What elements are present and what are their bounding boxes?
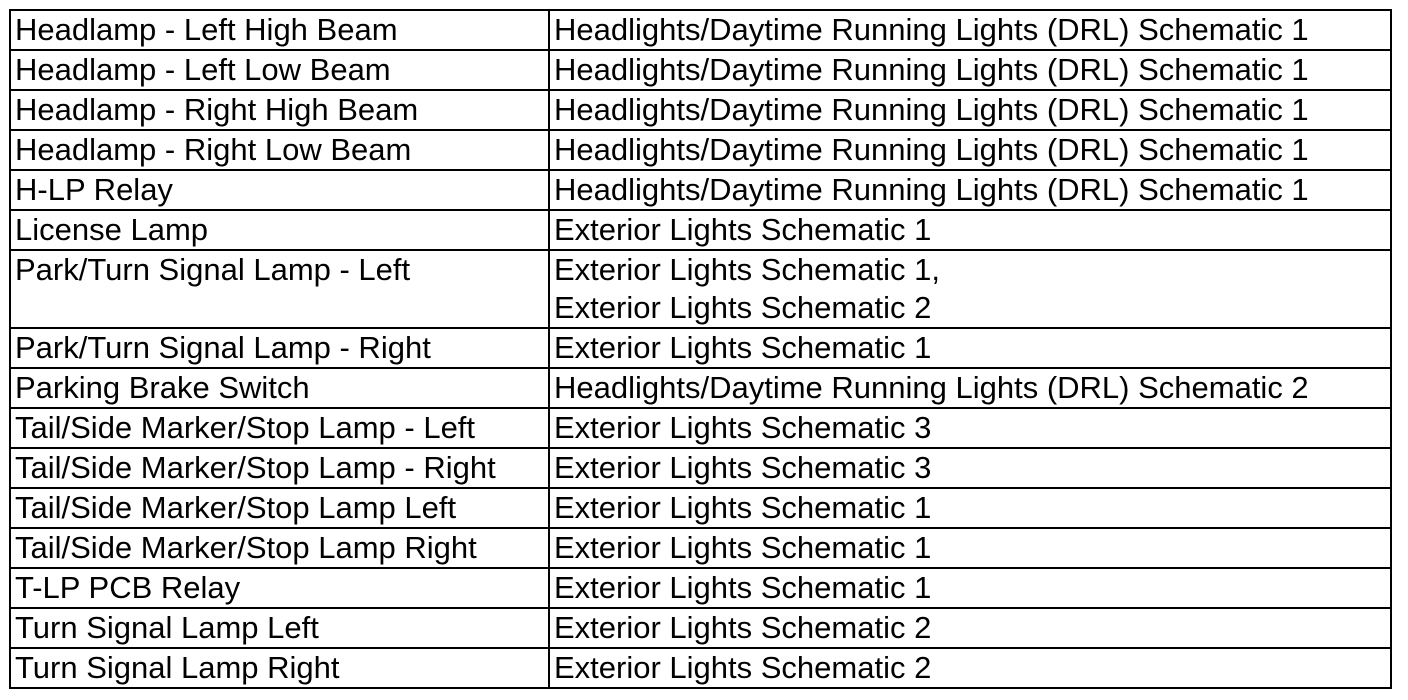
component-cell: Headlamp - Right Low Beam [10,130,549,170]
schematic-reference-line: Exterior Lights Schematic 1 [554,490,932,525]
schematic-reference-line: Exterior Lights Schematic 2 [554,650,932,685]
schematic-reference-line: Exterior Lights Schematic 2 [554,610,932,645]
component-cell: Tail/Side Marker/Stop Lamp - Right [10,448,549,488]
table-row [10,448,1391,488]
table-row [10,50,1391,90]
schematic-reference-cell [549,250,1391,328]
schematic-reference-line: Exterior Lights Schematic 1 [554,530,932,565]
schematic-reference-cell [549,130,1391,170]
schematic-reference-line: Exterior Lights Schematic 1 [554,212,932,247]
schematic-reference-line: Headlights/Daytime Running Lights (DRL) Schematic 1 [554,132,1309,167]
schematic-reference-cell [549,648,1391,688]
table-row [10,130,1391,170]
component-cell: Tail/Side Marker/Stop Lamp Right [10,528,549,568]
table-row [10,528,1391,568]
table-row [10,210,1391,250]
schematic-reference-line: Headlights/Daytime Running Lights (DRL) Schematic 1 [554,92,1309,127]
table-row [10,568,1391,608]
component-cell: Turn Signal Lamp Left [10,608,549,648]
schematic-reference-cell [549,448,1391,488]
component-cell: Tail/Side Marker/Stop Lamp Left [10,488,549,528]
schematic-reference-line: Headlights/Daytime Running Lights (DRL) Schematic 1 [554,12,1309,47]
component-cell: Headlamp - Left Low Beam [10,50,549,90]
schematic-reference-line: Exterior Lights Schematic 1 [554,570,932,605]
table-row [10,10,1391,50]
schematic-reference-cell [549,50,1391,90]
table-body [10,10,1391,688]
table-row [10,648,1391,688]
schematic-reference-line: Headlights/Daytime Running Lights (DRL) Schematic 2 [554,370,1309,405]
schematic-reference-cell [549,488,1391,528]
schematic-reference-cell [549,328,1391,368]
schematic-reference-cell [549,170,1391,210]
schematic-reference-line: Exterior Lights Schematic 1, [554,252,940,287]
table-row [10,608,1391,648]
component-cell: Tail/Side Marker/Stop Lamp - Left [10,408,549,448]
schematic-reference-cell [549,528,1391,568]
schematic-reference-line: Headlights/Daytime Running Lights (DRL) Schematic 1 [554,172,1309,207]
schematic-reference-cell [549,10,1391,50]
component-cell: Parking Brake Switch [10,368,549,408]
schematic-reference-line: Exterior Lights Schematic 3 [554,410,932,445]
schematic-reference-cell [549,210,1391,250]
table-row [10,368,1391,408]
component-cell: Headlamp - Right High Beam [10,90,549,130]
component-cell: License Lamp [10,210,549,250]
schematic-reference-line: Headlights/Daytime Running Lights (DRL) Schematic 1 [554,52,1309,87]
component-cell: H-LP Relay [10,170,549,210]
schematic-reference-cell [549,90,1391,130]
component-cell: Park/Turn Signal Lamp - Left [10,250,549,328]
table-row [10,90,1391,130]
component-cell: Turn Signal Lamp Right [10,648,549,688]
table-row [10,328,1391,368]
schematic-reference-line: Exterior Lights Schematic 1 [554,330,932,365]
component-cell: Park/Turn Signal Lamp - Right [10,328,549,368]
table-row [10,170,1391,210]
schematic-reference-cell [549,408,1391,448]
table-row [10,250,1391,328]
component-cell: T-LP PCB Relay [10,568,549,608]
schematic-reference-cell [549,608,1391,648]
component-schematic-table [9,9,1392,689]
component-cell: Headlamp - Left High Beam [10,10,549,50]
table-row [10,488,1391,528]
schematic-reference-line: Exterior Lights Schematic 2 [554,290,932,325]
schematic-reference-cell [549,568,1391,608]
table-row [10,408,1391,448]
schematic-reference-line: Exterior Lights Schematic 3 [554,450,932,485]
schematic-reference-cell [549,368,1391,408]
